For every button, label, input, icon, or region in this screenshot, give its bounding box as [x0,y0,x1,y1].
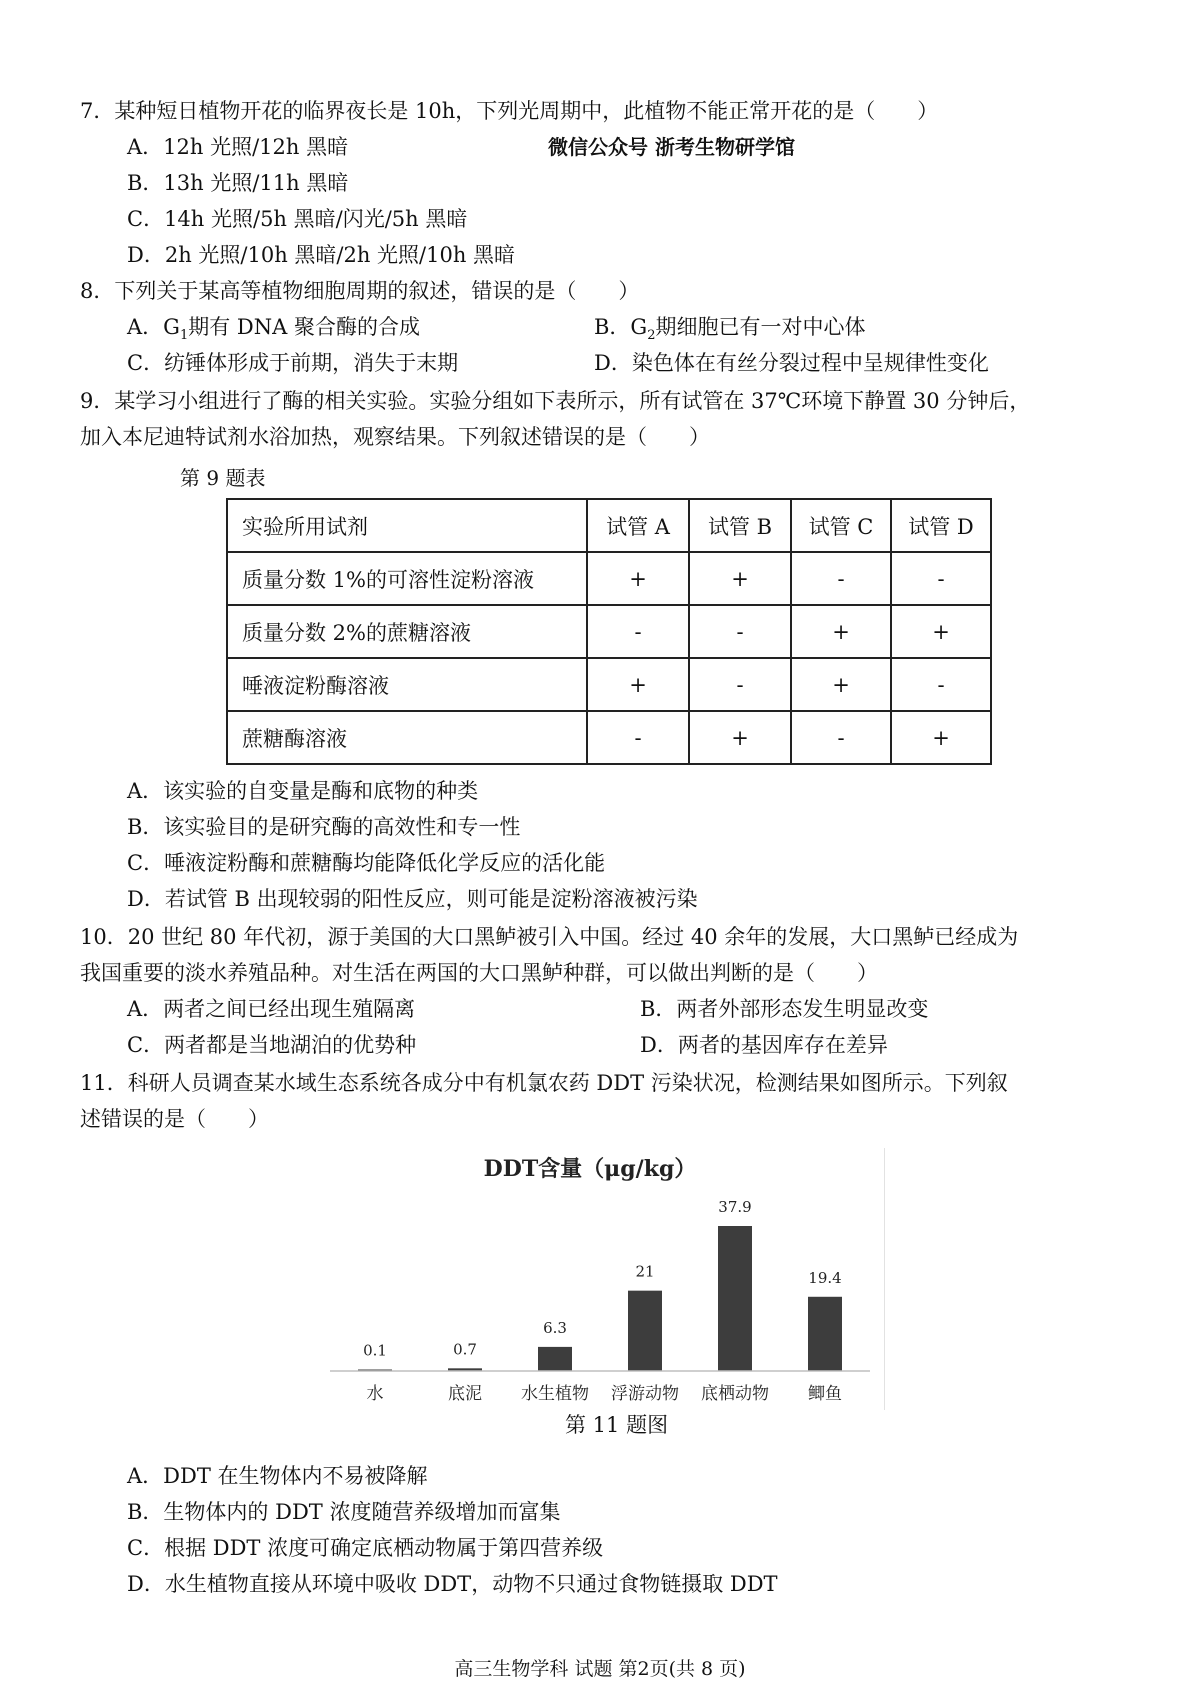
q9-option-d: D．若试管 B 出现较弱的阳性反应，则可能是淀粉溶液被污染 [127,887,698,911]
table-cell: 唾液淀粉酶溶液 [227,658,587,711]
data-label-1: 0.7 [453,1340,477,1359]
q9-option-a: A．该实验的自变量是酶和底物的种类 [127,779,479,803]
data-label-4: 37.9 [718,1198,752,1216]
data-label-0: 0.1 [363,1341,387,1360]
table-row [227,605,991,658]
ddt-bar-chart [320,1148,885,1410]
q10-option-b: B．两者外部形态发生明显改变 [640,997,929,1021]
table-cell: - [587,605,689,658]
q7-option-c: C．14h 光照/5h 黑暗/闪光/5h 黑暗 [127,207,468,231]
category-label-4: 底栖动物 [701,1384,769,1404]
table-cell: + [587,658,689,711]
bar-2 [538,1347,572,1371]
category-label-0: 水 [366,1384,384,1404]
table-cell: + [689,711,791,764]
table-cell: - [791,711,891,764]
table-cell: - [587,711,689,764]
table-cell: + [891,711,991,764]
q7-option-b: B．13h 光照/11h 黑暗 [127,171,349,195]
table-header-cell: 实验所用试剂 [227,499,587,552]
q7-option-d: D．2h 光照/10h 黑暗/2h 光照/10h 黑暗 [127,243,516,267]
table-cell: - [689,605,791,658]
q8-stem: 8．下列关于某高等植物细胞周期的叙述，错误的是（ ） [80,279,640,303]
category-label-5: 鲫鱼 [808,1384,842,1404]
table-header-cell: 试管 D [891,499,991,552]
q11-stem-line2: 述错误的是（ ） [80,1107,269,1131]
table-row [227,711,991,764]
q9-stem-line2: 加入本尼迪特试剂水浴加热，观察结果。下列叙述错误的是（ ） [80,425,710,449]
q9-option-b: B．该实验目的是研究酶的高效性和专一性 [127,815,521,839]
q11-figure-caption: 第 11 题图 [565,1413,669,1437]
data-label-2: 6.3 [543,1318,567,1337]
q9-experiment-table [226,498,992,765]
q10-stem-line2: 我国重要的淡水养殖品种。对生活在两国的大口黑鲈种群，可以做出判断的是（ ） [80,961,878,985]
table-cell: 质量分数 1%的可溶性淀粉溶液 [227,552,587,605]
q9-stem-line1: 9．某学习小组进行了酶的相关实验。实验分组如下表所示，所有试管在 37℃环境下静置 30 分钟后， [80,389,1031,413]
q10-stem-line1: 10．20 世纪 80 年代初，源于美国的大口黑鲈被引入中国。经过 40 余年的发展，大口黑鲈已经成为 [80,925,1019,949]
table-cell: 质量分数 2%的蔗糖溶液 [227,605,587,658]
page-footer: 高三生物学科 试题 第2页(共 8 页) [454,1658,746,1680]
category-label-3: 浮游动物 [611,1384,679,1404]
q10-option-d: D．两者的基因库存在差异 [640,1033,888,1057]
data-label-3: 21 [635,1262,655,1281]
table-cell: + [791,658,891,711]
table-cell: 蔗糖酶溶液 [227,711,587,764]
data-label-5: 19.4 [808,1268,842,1287]
q8-option-d: D．染色体在有丝分裂过程中呈规律性变化 [594,351,989,375]
q11-option-b: B．生物体内的 DDT 浓度随营养级增加而富集 [127,1500,561,1524]
q10-option-a: A．两者之间已经出现生殖隔离 [127,997,416,1021]
q9-option-c: C．唾液淀粉酶和蔗糖酶均能降低化学反应的活化能 [127,851,606,875]
q8-option-a: A．$G_1$期有 DNA 聚合酶的合成 [127,315,420,344]
table-cell: + [689,552,791,605]
table-cell: + [791,605,891,658]
q7-option-a: A．12h 光照/12h 黑暗 [127,135,349,159]
category-label-2: 水生植物 [521,1384,589,1404]
watermark-text: 微信公众号 浙考生物研学馆 [548,135,795,159]
table-header-cell: 试管 B [689,499,791,552]
q7-stem: 7．某种短日植物开花的临界夜长是 10h，下列光周期中，此植物不能正常开花的是（ ） [80,99,939,123]
bar-5 [808,1297,842,1371]
category-label-1: 底泥 [448,1384,482,1404]
chart-title: DDT含量（μg/kg） [483,1156,697,1182]
table-cell: - [791,552,891,605]
table-row [227,658,991,711]
table-header-cell: 试管 A [587,499,689,552]
q8-option-b: B．$G_2$期细胞已有一对中心体 [594,315,866,344]
table-cell: - [689,658,791,711]
q9-table-caption: 第 9 题表 [180,466,266,490]
table-cell: - [891,552,991,605]
table-cell: - [891,658,991,711]
bar-4 [718,1226,752,1371]
bar-3 [628,1291,662,1371]
q11-stem-line1: 11．科研人员调查某水域生态系统各成分中有机氯农药 DDT 污染状况，检测结果如图所示。下列叙 [80,1071,1008,1095]
table-cell: + [587,552,689,605]
q10-option-c: C．两者都是当地湖泊的优势种 [127,1033,417,1057]
table-header-row [227,499,991,552]
table-row [227,552,991,605]
table-header-cell: 试管 C [791,499,891,552]
table-cell: + [891,605,991,658]
q11-option-a: A．DDT 在生物体内不易被降解 [127,1464,428,1488]
q11-option-c: C．根据 DDT 浓度可确定底栖动物属于第四营养级 [127,1536,604,1560]
q11-option-d: D．水生植物直接从环境中吸收 DDT，动物不只通过食物链摄取 DDT [127,1572,778,1596]
q8-option-c: C．纺锤体形成于前期，消失于末期 [127,351,459,375]
